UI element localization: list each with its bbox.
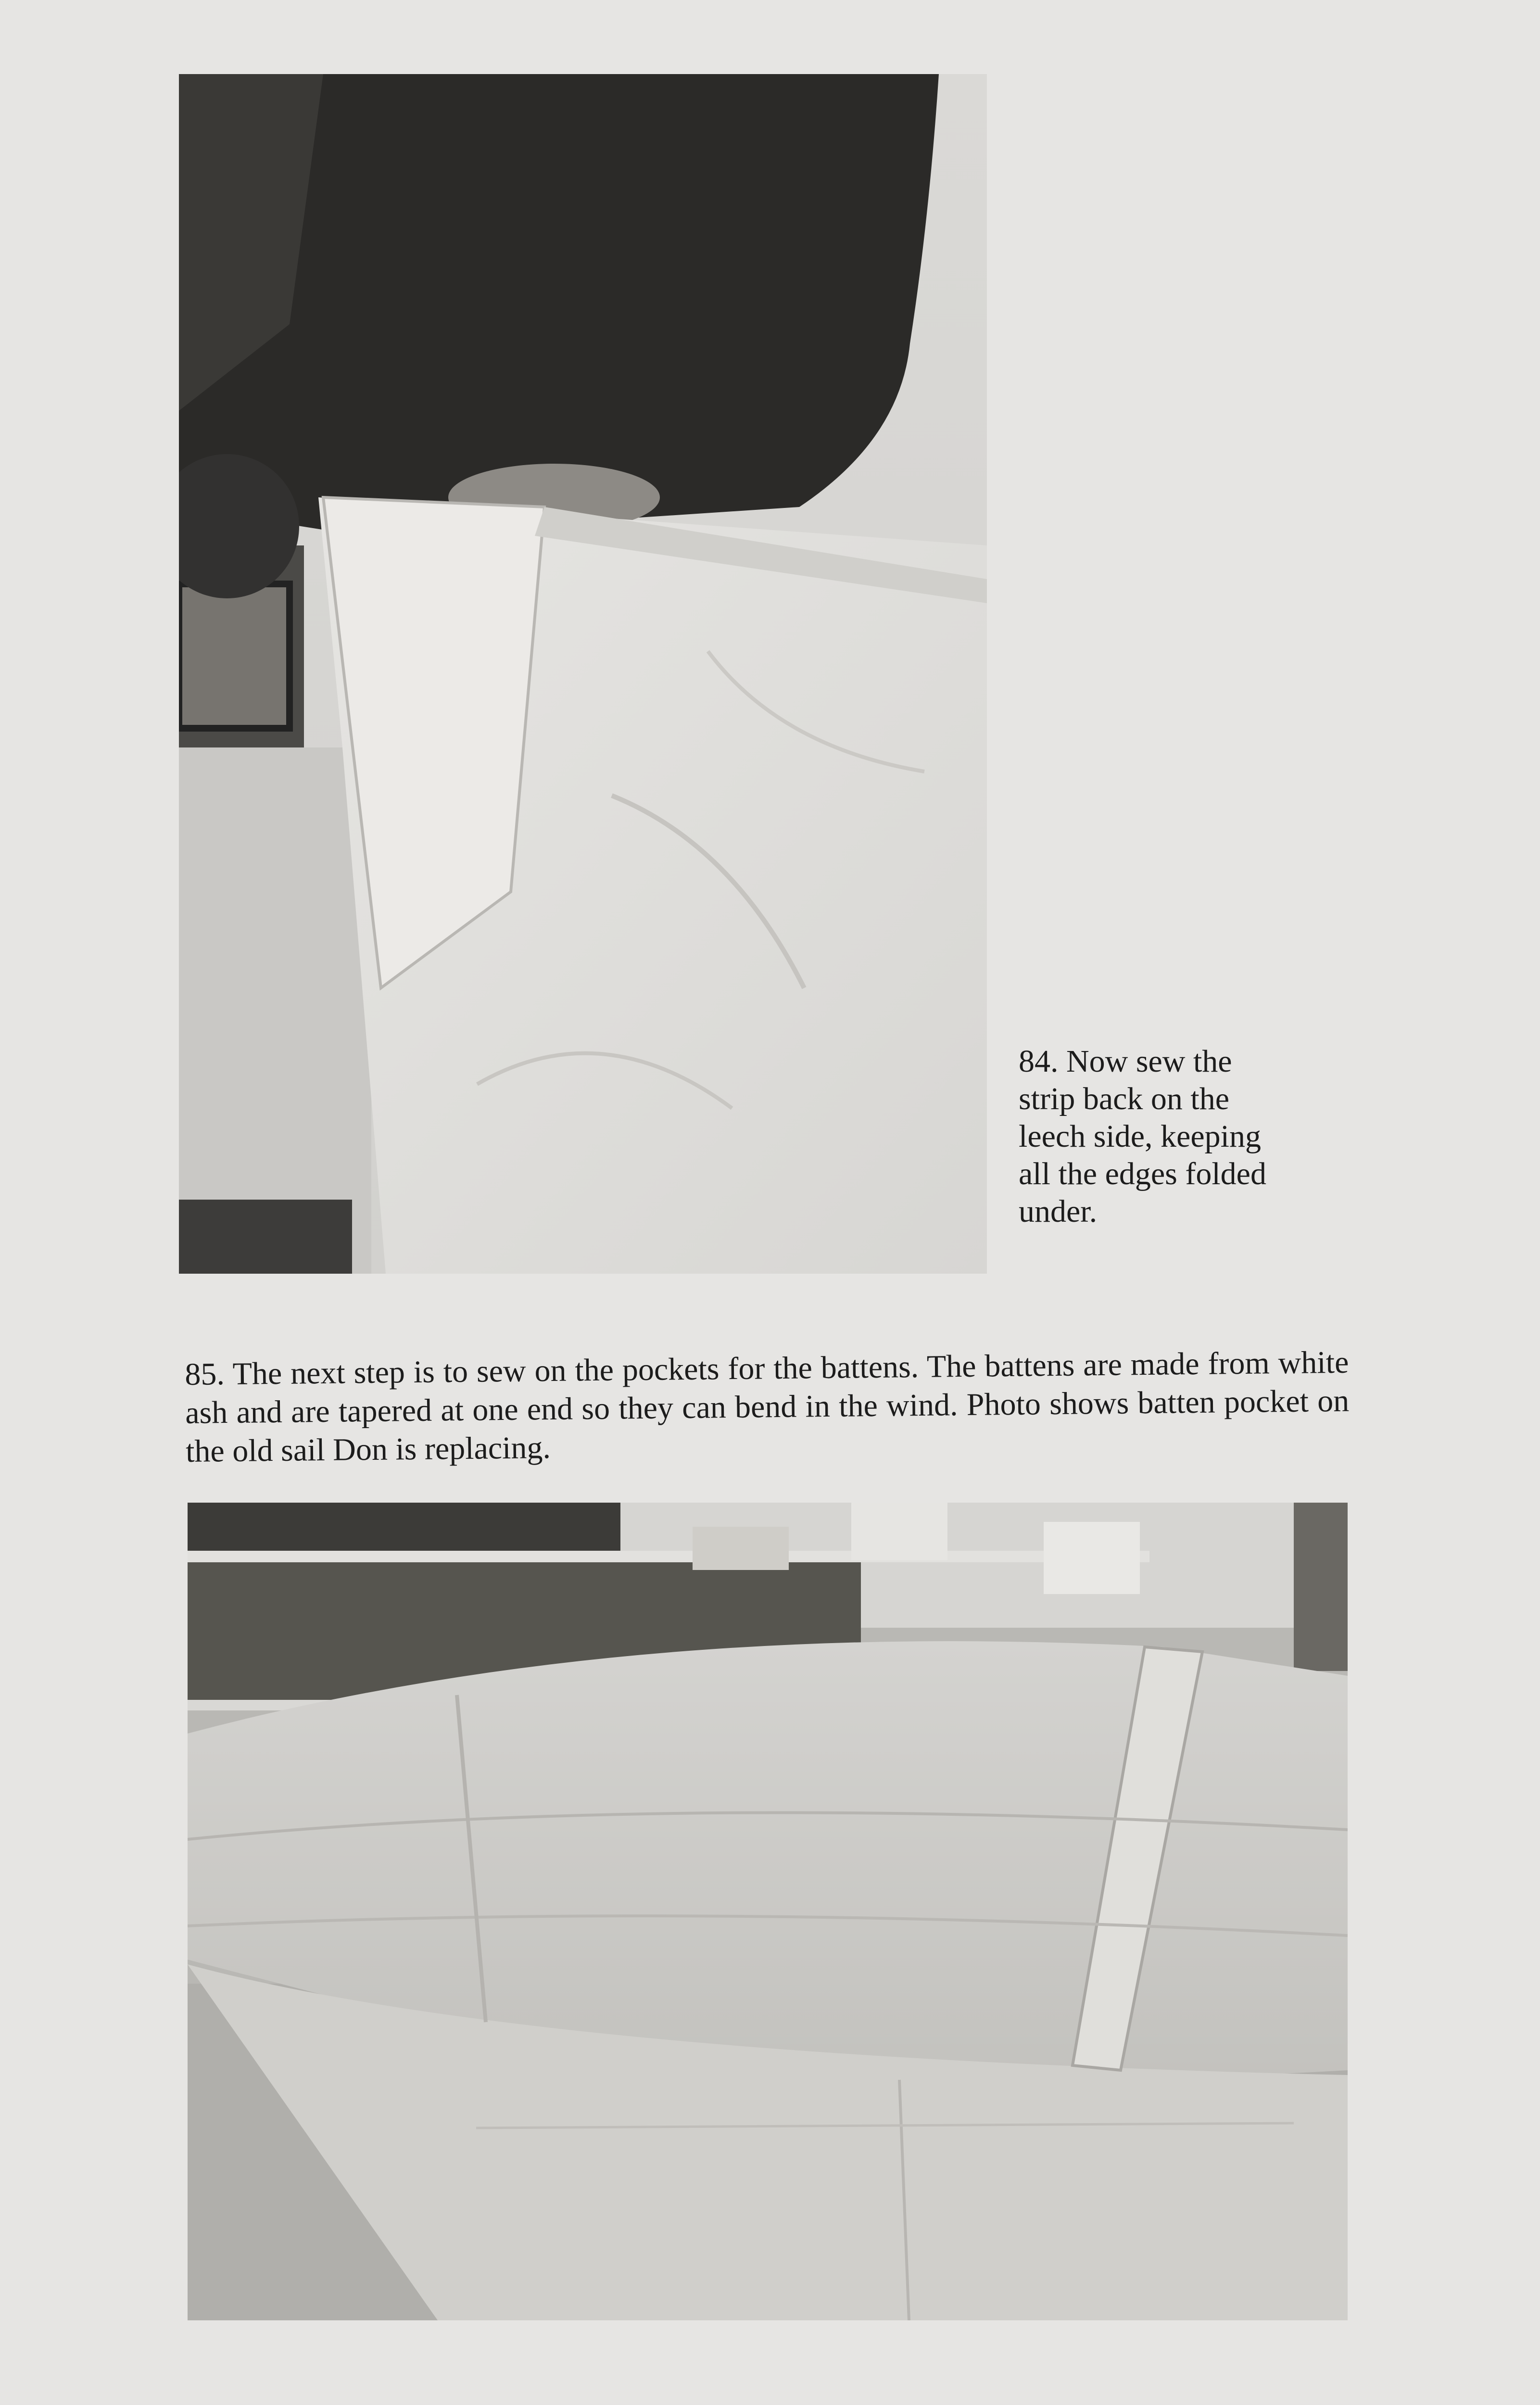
photo-85-batten-pocket	[188, 1503, 1348, 2320]
photo-84-illustration	[179, 74, 987, 1274]
photo-84-sewing-strip	[179, 74, 987, 1274]
caption-85-text: 85. The next step is to sew on the pockets for the battens. The battens are made from white ash and are tapered at one end so they can bend in the wind. Photo shows batten pocket on the old sail Don is replacing.	[185, 1344, 1350, 1469]
photo-85-illustration	[188, 1503, 1348, 2320]
caption-84-text: 84. Now sew the strip back on the leech side, keeping all the edges folded under.	[1019, 1044, 1266, 1229]
caption-85	[185, 1343, 1350, 1471]
caption-84	[1019, 1043, 1288, 1230]
